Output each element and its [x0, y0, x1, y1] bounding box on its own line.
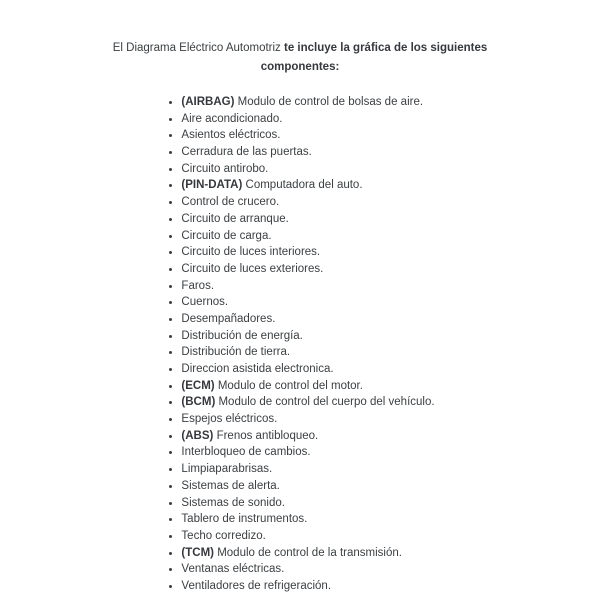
- page-title-regular: El Diagrama Eléctrico Automotriz: [112, 42, 285, 54]
- list-item: • Ventanas eléctricas.: [181, 562, 434, 576]
- list-item: • Sistemas de sonido.: [181, 496, 434, 510]
- list-item-acronym: (PIN-DATA): [181, 179, 243, 192]
- list-item: • Faros.: [181, 279, 434, 293]
- list-item: • (ABS) Frenos antibloqueo.: [181, 429, 434, 443]
- list-item: • Ventiladores de refrigeración.: [181, 579, 434, 593]
- list-item: • (AIRBAG) Modulo de control de bolsas de aire.: [181, 95, 434, 109]
- list-item: • (ECM) Modulo de control del motor.: [181, 379, 434, 393]
- list-item: • Asientos eléctricos.: [181, 128, 434, 142]
- list-item: • Espejos eléctricos.: [181, 412, 434, 426]
- list-item: • Aire acondicionado.: [181, 112, 434, 126]
- list-item: • Tablero de instrumentos.: [181, 512, 434, 526]
- page-title: [110, 39, 490, 76]
- list-item: • Desempañadores.: [181, 312, 434, 326]
- list-item: • Circuito antirobo.: [181, 162, 434, 176]
- list-item: • Circuito de carga.: [181, 229, 434, 243]
- list-item-acronym: (TCM): [181, 546, 214, 559]
- list-item: • Circuito de luces interiores.: [181, 245, 434, 259]
- list-item-acronym: (ABS): [181, 429, 214, 442]
- list-item: • Circuito de arranque.: [181, 212, 434, 226]
- list-item: • Techo corredizo.: [181, 529, 434, 543]
- list-item-acronym: (ECM): [181, 379, 215, 392]
- list-item: • Circuito de luces exteriores.: [181, 262, 434, 276]
- page-title-bold: te incluye la gráfica de los siguientes componentes:: [260, 42, 488, 73]
- list-item: • (PIN-DATA) Computadora del auto.: [181, 178, 434, 192]
- list-item: • Distribución de tierra.: [181, 345, 434, 359]
- list-item: • (TCM) Modulo de control de la transmisión.: [181, 546, 434, 560]
- list-item: • Cerradura de las puertas.: [181, 145, 434, 159]
- list-item-acronym: (AIRBAG): [181, 96, 235, 108]
- list-item: • Distribución de energía.: [181, 329, 434, 343]
- list-item: • Control de crucero.: [181, 195, 434, 209]
- list-item: • Limpiaparabrisas.: [181, 462, 434, 476]
- list-item: • Interbloqueo de cambios.: [181, 445, 434, 459]
- list-item: • Direccion asistida electronica.: [181, 362, 434, 376]
- list-item: • Cuernos.: [181, 295, 434, 309]
- list-item: • (BCM) Modulo de control del cuerpo del vehículo.: [181, 395, 434, 409]
- list-item-acronym: (BCM): [181, 396, 216, 409]
- component-list: [165, 95, 434, 593]
- list-item: • Sistemas de alerta.: [181, 479, 434, 493]
